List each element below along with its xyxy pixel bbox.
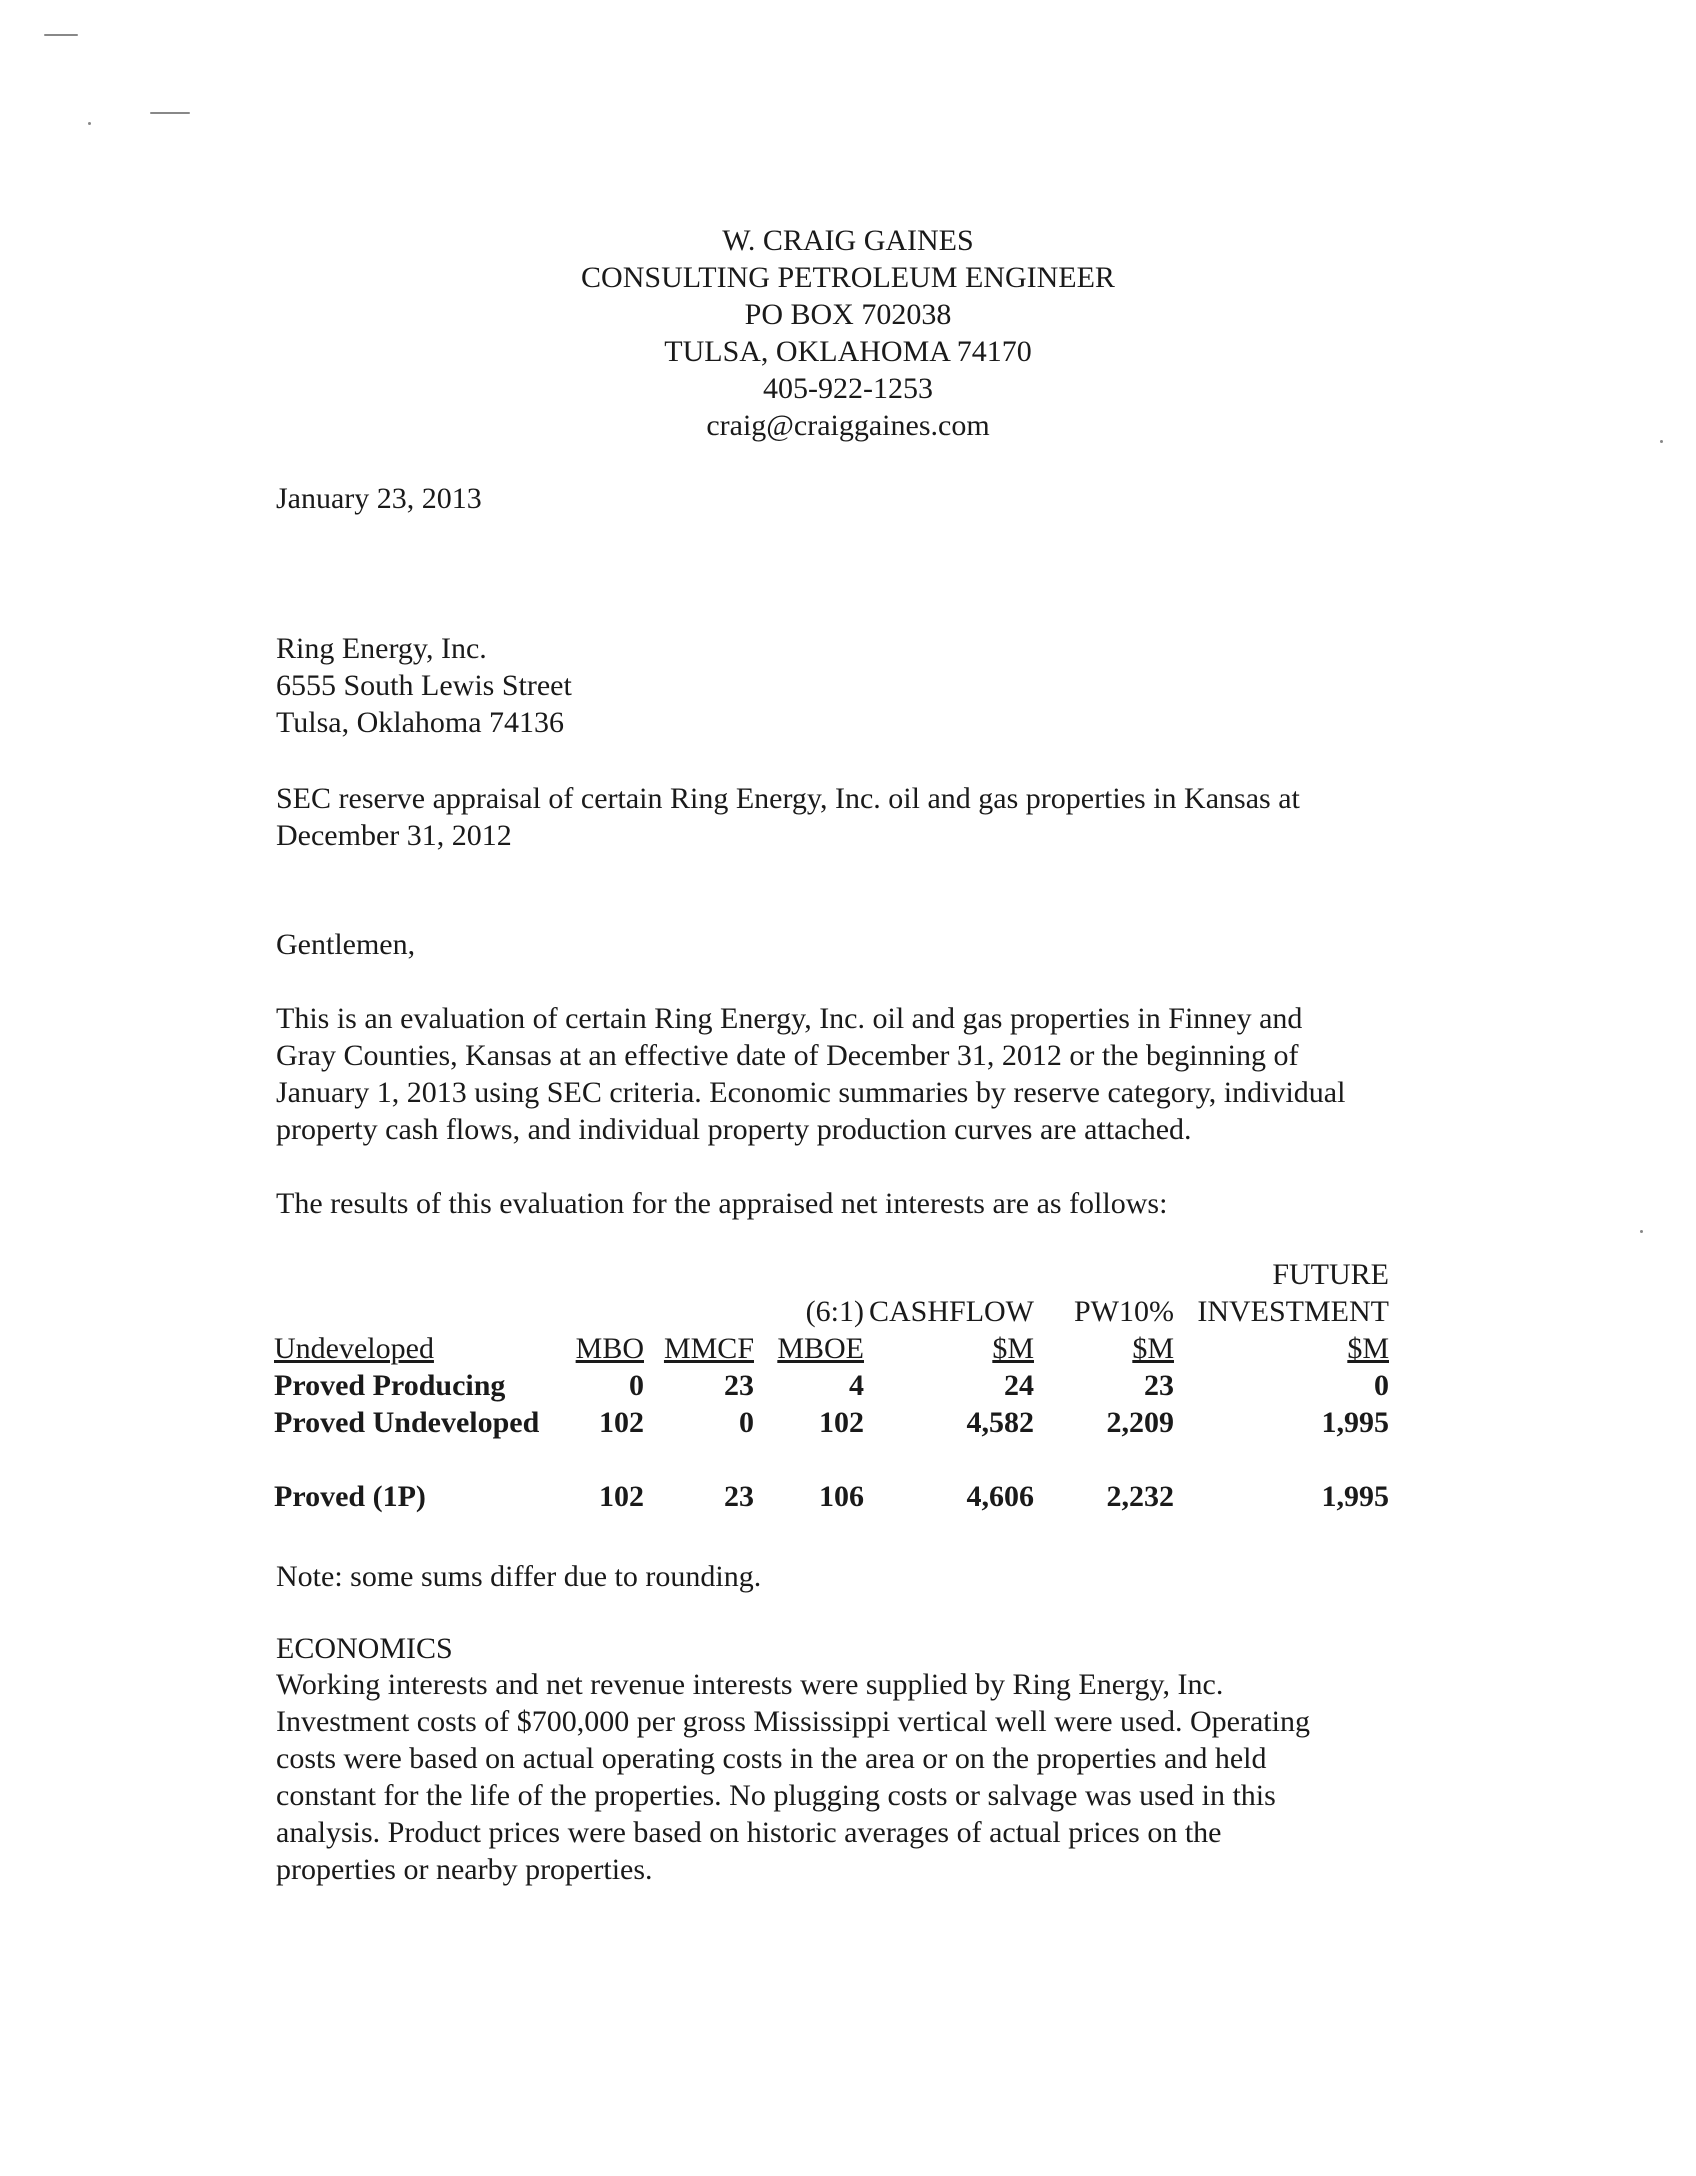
cell-mbo: 102 [599,1480,644,1513]
cell-pw10: 2,232 [1106,1480,1174,1513]
subject-line [276,780,1456,854]
po-box: PO BOX 702038 [744,298,952,331]
header-cashflow: CASHFLOW [868,1295,1034,1328]
intro-line: property cash flows, and individual property production curves are attached. [276,1113,1192,1146]
header-mmcf: MMCF [663,1332,754,1365]
economics-paragraph [276,1666,1456,1888]
row-label: Proved Producing [274,1369,506,1402]
header-future: FUTURE [1272,1258,1389,1291]
economics-line: properties or nearby properties. [276,1853,653,1886]
cell-cashflow: 4,582 [966,1406,1034,1439]
header-cashflow-unit: $M [992,1332,1034,1365]
intro-line: January 1, 2013 using SEC criteria. Economic summaries by reserve category, individual [276,1076,1346,1109]
cell-mbo: 0 [629,1369,644,1402]
cell-mmcf: 0 [739,1406,754,1439]
recipient-street: 6555 South Lewis Street [276,669,572,702]
scan-speck [88,122,91,125]
intro-line: Gray Counties, Kansas at an effective date of December 31, 2012 or the beginning of [276,1039,1299,1072]
economics-line: constant for the life of the properties. No plugging costs or salvage was used in this [276,1779,1276,1812]
rounding-note: Note: some sums differ due to rounding. [276,1560,762,1593]
cell-mboe: 102 [819,1406,864,1439]
scan-speck [150,112,190,114]
phone-number: 405-922-1253 [763,372,933,405]
table-row [274,1404,1389,1441]
results-lead: The results of this evaluation for the appraised net interests are as follows: [276,1187,1168,1220]
table-header-row [274,1256,1389,1293]
scan-speck [1640,1230,1643,1233]
table-header-row [274,1293,1389,1330]
header-mboe: MBOE [777,1332,864,1365]
header-investment-unit: $M [1347,1332,1389,1365]
city-state: TULSA, OKLAHOMA 74170 [664,335,1032,368]
table-total-row [274,1478,1389,1515]
cell-mmcf: 23 [724,1369,754,1402]
header-mbo: MBO [575,1332,644,1365]
row-label: Proved Undeveloped [274,1406,540,1439]
cell-mboe: 106 [819,1480,864,1513]
cell-mmcf: 23 [724,1480,754,1513]
table-header-row [274,1330,1389,1367]
cell-mboe: 4 [849,1369,864,1402]
subject-line-1: SEC reserve appraisal of certain Ring Energy, Inc. oil and gas properties in Kansas at [276,782,1300,815]
economics-line: costs were based on actual operating costs in the area or on the properties and held [276,1742,1267,1775]
cell-investment: 1,995 [1321,1480,1389,1513]
recipient-city: Tulsa, Oklahoma 74136 [276,706,565,739]
intro-line: This is an evaluation of certain Ring Energy, Inc. oil and gas properties in Finney and [276,1002,1303,1035]
letter-date: January 23, 2013 [276,482,482,515]
cell-investment: 1,995 [1321,1406,1389,1439]
economics-line: analysis. Product prices were based on historic averages of actual prices on the [276,1816,1222,1849]
header-investment: INVESTMENT [1197,1295,1389,1328]
header-ratio: (6:1) [805,1295,864,1328]
header-pw10: PW10% [1074,1295,1174,1328]
scan-speck [44,34,78,36]
letterhead [0,222,1696,444]
intro-paragraph [276,1000,1456,1148]
email-address: craig@craiggaines.com [706,409,990,442]
salutation: Gentlemen, [276,928,416,961]
engineer-title: CONSULTING PETROLEUM ENGINEER [581,261,1115,294]
recipient-company: Ring Energy, Inc. [276,632,487,665]
row-label: Proved (1P) [274,1480,426,1513]
header-pw10-unit: $M [1132,1332,1174,1365]
cell-cashflow: 24 [1004,1369,1034,1402]
cell-pw10: 2,209 [1106,1406,1174,1439]
cell-mbo: 102 [599,1406,644,1439]
economics-heading: ECONOMICS [276,1632,453,1665]
cell-cashflow: 4,606 [966,1480,1034,1513]
recipient-address [276,630,1456,741]
header-undeveloped: Undeveloped [274,1332,434,1365]
table-spacer-row [274,1441,1389,1478]
economics-line: Working interests and net revenue interests were supplied by Ring Energy, Inc. [276,1668,1224,1701]
subject-line-2: December 31, 2012 [276,819,512,852]
cell-pw10: 23 [1144,1369,1174,1402]
reserves-table [274,1256,1389,1515]
cell-investment: 0 [1374,1369,1389,1402]
table-row [274,1367,1389,1404]
economics-line: Investment costs of $700,000 per gross Mississippi vertical well were used. Operating [276,1705,1310,1738]
engineer-name: W. CRAIG GAINES [722,224,974,257]
